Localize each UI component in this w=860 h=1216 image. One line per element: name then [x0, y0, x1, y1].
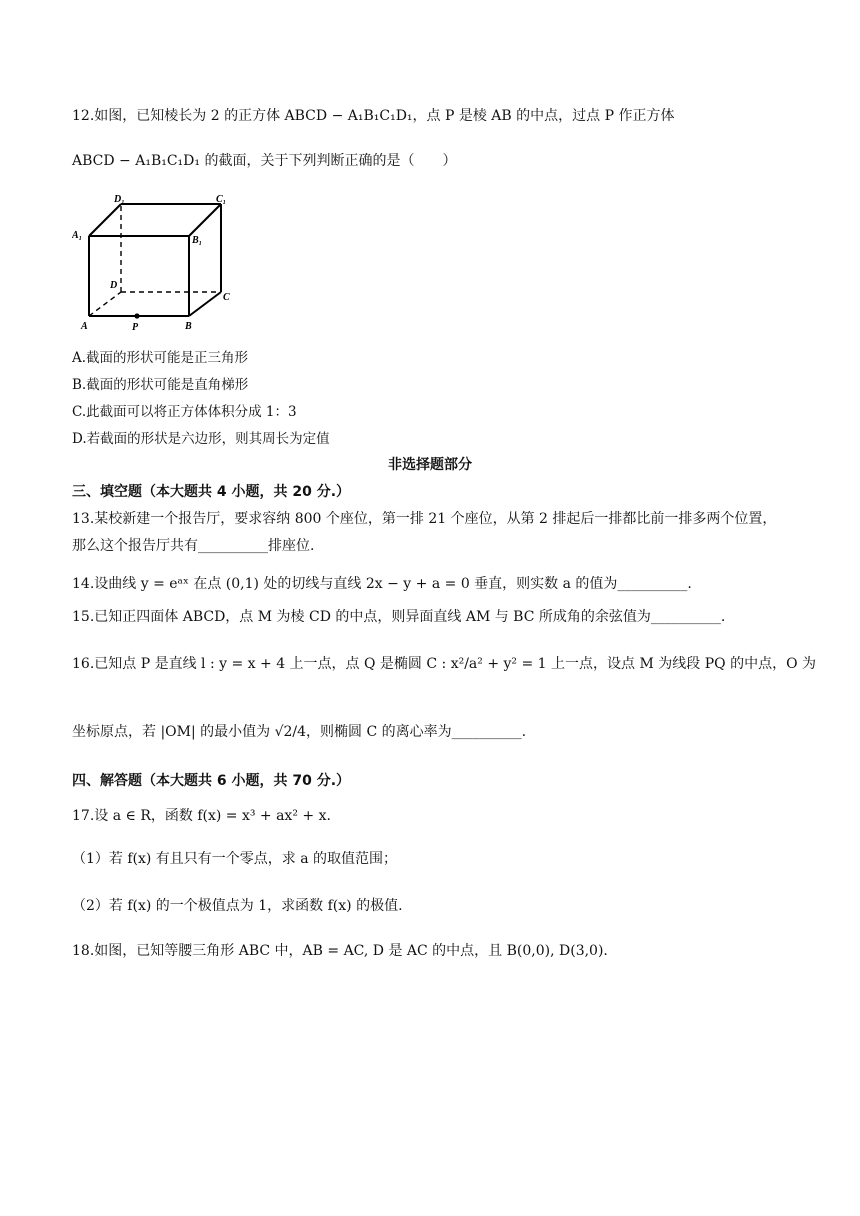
label-A1: A₁ — [72, 230, 83, 241]
part-title: 非选择题部分 — [388, 457, 472, 473]
label-B1: B₁ — [192, 235, 203, 246]
q16-line1: 16.已知点 P 是直线 l : y = x + 4 上一点，点 Q 是椭圆 C : x²/a² + y² = 1 上一点，设点 M 为线段 PQ 的中点，O 为 — [72, 656, 816, 672]
edge-B-C — [189, 292, 221, 316]
label-A: A — [81, 321, 88, 332]
edge-A1-D1 — [89, 204, 121, 236]
section4-heading: 四、解答题（本大题共 6 小题，共 70 分.） — [72, 773, 351, 789]
q12-stem-line1: 12.如图，已知棱长为 2 的正方体 ABCD − A₁B₁C₁D₁，点 P 是棱 AB 的中点，过点 P 作正方体 — [72, 108, 675, 124]
q17-part1: （1）若 f(x) 有且只有一个零点，求 a 的取值范围； — [72, 851, 398, 867]
label-D1: D₁ — [114, 194, 125, 205]
q13-line1: 13.某校新建一个报告厅，要求容纳 800 个座位，第一排 21 个座位，从第 2 排起后一排都比前一排多两个位置， — [72, 511, 777, 527]
q16-line2: 坐标原点，若 |OM| 的最小值为 √2/4，则椭圆 C 的离心率为__________. — [72, 724, 527, 740]
section3-heading: 三、填空题（本大题共 4 小题，共 20 分.） — [72, 484, 351, 500]
q14-text: 14.设曲线 y = eᵃˣ 在点 (0,1) 处的切线与直线 2x − y + a = 0 垂直，则实数 a 的值为__________. — [72, 576, 692, 592]
q12-option-b: B.截面的形状可能是直角梯形 — [72, 377, 249, 393]
q17-stem: 17.设 a ∈ R，函数 f(x) = x³ + ax² + x. — [72, 808, 331, 824]
q12-stem-line2: ABCD − A₁B₁C₁D₁ 的截面，关于下列判断正确的是（ ） — [72, 153, 457, 169]
point-P — [134, 313, 139, 318]
q13-line2: 那么这个报告厅共有__________排座位. — [72, 538, 315, 554]
q12-option-d: D.若截面的形状是六边形，则其周长为定值 — [72, 431, 330, 447]
q18-stem: 18.如图，已知等腰三角形 ABC 中，AB = AC, D 是 AC 的中点，且 B(0,0), D(3,0). — [72, 943, 608, 959]
edge-B1-C1 — [189, 204, 221, 236]
label-D: D — [110, 280, 118, 291]
label-B: B — [185, 321, 192, 332]
label-C: C — [223, 292, 230, 303]
q15-text: 15.已知正四面体 ABCD，点 M 为棱 CD 的中点，则异面直线 AM 与 BC 所成角的余弦值为__________. — [72, 609, 726, 625]
q12-option-a: A.截面的形状可能是正三角形 — [72, 350, 249, 366]
label-P: P — [132, 322, 139, 333]
q17-part2: （2）若 f(x) 的一个极值点为 1，求函数 f(x) 的极值. — [72, 898, 403, 914]
cube-figure — [72, 192, 242, 334]
edge-A-D — [89, 292, 121, 316]
label-C1: C₁ — [216, 194, 227, 205]
q12-option-c: C.此截面可以将正方体体积分成 1：3 — [72, 404, 297, 420]
